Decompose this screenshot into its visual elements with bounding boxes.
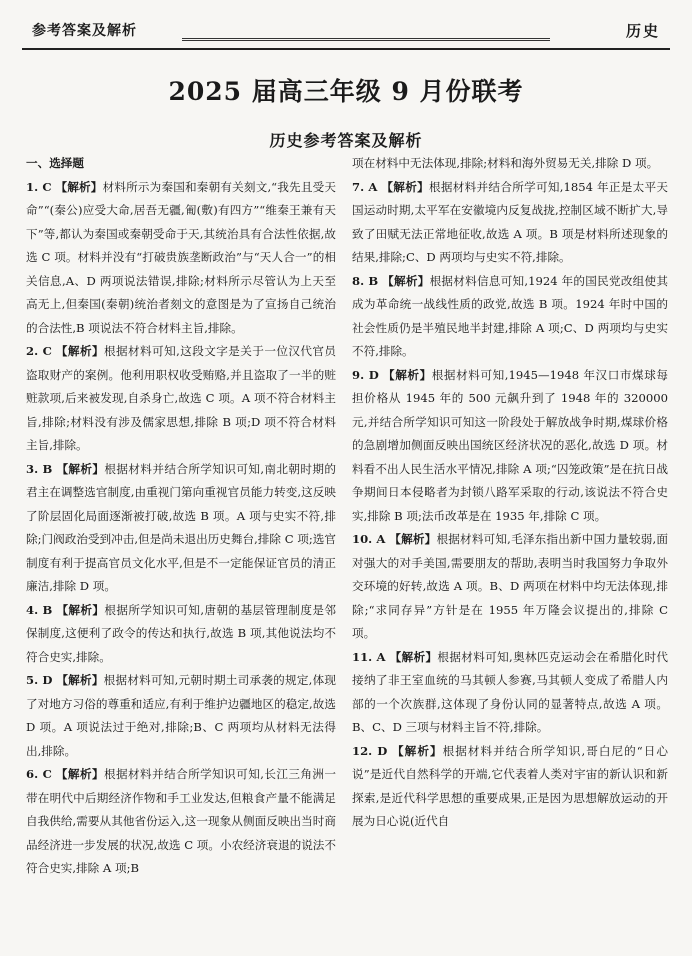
analysis-tag: 【解析】 [392, 743, 443, 758]
answer-number: 1. C [26, 179, 52, 194]
answer-item [352, 152, 668, 176]
analysis-tag: 【解析】 [382, 273, 430, 288]
analysis-tag: 【解析】 [381, 179, 429, 194]
answer-item [352, 740, 668, 834]
right-answer-list [352, 152, 668, 834]
header-divider [182, 38, 550, 41]
section-label: 一、选择题 [26, 156, 84, 170]
analysis-text: 项在材料中无法体现,排除;材料和海外贸易无关,排除 D 项。 [352, 156, 659, 170]
answer-item [352, 528, 668, 646]
analysis-text: 根据材料可知,1945—1948 年汉口市煤球每担价格从 1945 年的 500 元飙升到了 1948 年的 320000 元,并结合所学知识可知这一阶段处于解放战争时期,煤球价格的急剧增加侧面反映出国统区经济状况的恶化,故选 D 项。材料看不出人民生活水平情况,排除 A 项;“囚笼政策”是在抗日战争期间日本侵略者为封锁八路军采取的行动,该说法不符合史实,排除 B 项;法币改革是在 1935 年,排除 C 项。 [352, 367, 668, 523]
header-subject-label: 历史 [625, 22, 660, 40]
answer-number: 12. D [352, 743, 388, 758]
analysis-text: 根据材料可知,奥林匹克运动会在希腊化时代接纳了非王室血统的马其顿人参赛,马其顿人变成了希腊人内部的一个次族群,这体现了身份认同的显著特点,故选 A 项。B、C、D 三项与材料主旨不符,排除。 [352, 649, 669, 734]
answer-number: 6. C [26, 767, 52, 781]
answer-number: 9. D [352, 367, 379, 382]
answer-item [26, 176, 336, 341]
answer-number: 7. A [352, 179, 378, 194]
exam-title: 2025 届高三年级 9 月份联考 [168, 77, 524, 106]
right-column [352, 152, 668, 834]
analysis-text: 根据材料可知,毛泽东指出新中国力量较弱,面对强大的对手美国,需要朋友的帮助,表明当时我国努力争取外交环境的好转,故选 A 项。B、D 两项在材料中均无法体现,排除;“求同存异”方针是在 1955 年万隆会议提出的,排除 C 项。 [352, 532, 669, 640]
left-answer-list [26, 176, 336, 881]
answer-item [352, 364, 668, 529]
page-header [22, 14, 670, 50]
answer-item [26, 669, 336, 763]
analysis-tag: 【解析】 [56, 461, 105, 476]
answer-item [26, 763, 336, 881]
analysis-tag: 【解析】 [389, 532, 437, 546]
answer-item [352, 176, 668, 270]
answer-number: 10. A [352, 532, 386, 546]
analysis-text: 根据材料并结合所学知识,哥白尼的“日心说”是近代自然科学的开端,它代表着人类对宇宙的新认识和新探索,是近代科学思想的重要成果,正是因为思想解放运动的开展为日心说(近代自 [352, 743, 669, 828]
analysis-tag: 【解析】 [56, 673, 104, 687]
analysis-tag: 【解析】 [56, 602, 105, 617]
answer-item [352, 270, 668, 364]
answer-item [352, 646, 668, 740]
analysis-tag: 【解析】 [55, 344, 104, 358]
analysis-tag: 【解析】 [55, 767, 104, 781]
answer-number: 4. B [26, 602, 53, 617]
analysis-text: 根据材料并结合所学知识可知,长江三角洲一带在明代中后期经济作物和手工业发达,但粮食产量不能满足自我供给,需要从其他省份运入,这一现象从侧面反映出当时商品经济进一步发展的状况,故选 C 项。小农经济衰退的说法不符合史实,排除 A 项;B [26, 767, 336, 875]
analysis-tag: 【解析】 [55, 179, 103, 194]
left-column [26, 152, 336, 881]
analysis-text: 根据材料并结合所学知识可知,南北朝时期的君主在调整选官制度,由重视门第向重视官员能力转变,这反映了阶层固化局面逐渐被打破,故选 B 项。A 项与史实不符,排除;门阀政治受到冲击,但是尚未退出历史舞台,排除 C 项;选官制度有利于提高官员文化水平,但是不一定能保证官员的清正廉洁,排除 D 项。 [26, 461, 336, 593]
analysis-text: 根据材料信息可知,1924 年的国民党改组使其成为革命统一战线性质的政党,故选 B 项。1924 年时中国的社会性质仍是半殖民地半封建,排除 A 项;C、D 两项均与史实不符,排除。 [352, 273, 668, 358]
document-subtitle: 历史参考答案及解析 [269, 131, 423, 150]
answer-number: 5. D [26, 673, 53, 687]
answer-item [26, 458, 336, 599]
answer-item [26, 340, 336, 458]
analysis-text: 材料所示为秦国和秦朝有关刻文,“我先且受天命”“(秦公)应受大命,居吾无疆,匍(敷)有四方”“维秦王兼有天下”等,都认为秦国或秦朝受命于天,其统治具有合法性依据,故选 C 项。材料并没有“打破贵族垄断政治”与“天人合一”的相关信息,A、D 两项说法错误,排除;材料所示尽管认为上天至高无上,但秦国(秦朝)统治者刻文的意图是为了宣扬自己统治的合法性,B 项说法不符合材料主旨,排除。 [26, 179, 336, 335]
analysis-tag: 【解析】 [383, 367, 432, 382]
analysis-text: 根据材料可知,元朝时期土司承袭的规定,体现了对地方习俗的尊重和适应,有利于维护边疆地区的稳定,故选 D 项。A 项说法过于绝对,排除;B、C 两项均从材料无法得出,排除。 [26, 673, 336, 758]
header-left-label: 参考答案及解析 [32, 23, 137, 39]
answer-number: 8. B [352, 273, 379, 288]
analysis-tag: 【解析】 [389, 649, 438, 664]
answer-number: 3. B [26, 461, 53, 476]
answer-item [26, 599, 336, 670]
answer-number: 2. C [26, 344, 52, 358]
answer-number: 11. A [352, 649, 386, 664]
analysis-text: 根据材料并结合所学可知,1854 年正是太平天国运动时期,太平军在安徽境内反复战拢,控制区域不断扩大,导致了田赋无法正常地征收,故选 A 项。B 项是材料所述现象的结果,排除;C、D 两项均与史实不符,排除。 [352, 179, 668, 264]
analysis-text: 根据材料可知,这段文字是关于一位汉代官员盗取财产的案例。他利用职权收受贿赂,并且盗取了一半的赃赃款项,后来被发现,自杀身亡,故选 C 项。A 项不符合材料主旨,排除;材料没有涉及儒家思想,排除 B 项;D 项不符合材料主旨,排除。 [26, 344, 336, 452]
analysis-text: 根据所学知识可知,唐朝的基层管理制度是邻保制度,这便利了政令的传达和执行,故选 B 项,其他说法均不符合史实,排除。 [26, 602, 336, 664]
